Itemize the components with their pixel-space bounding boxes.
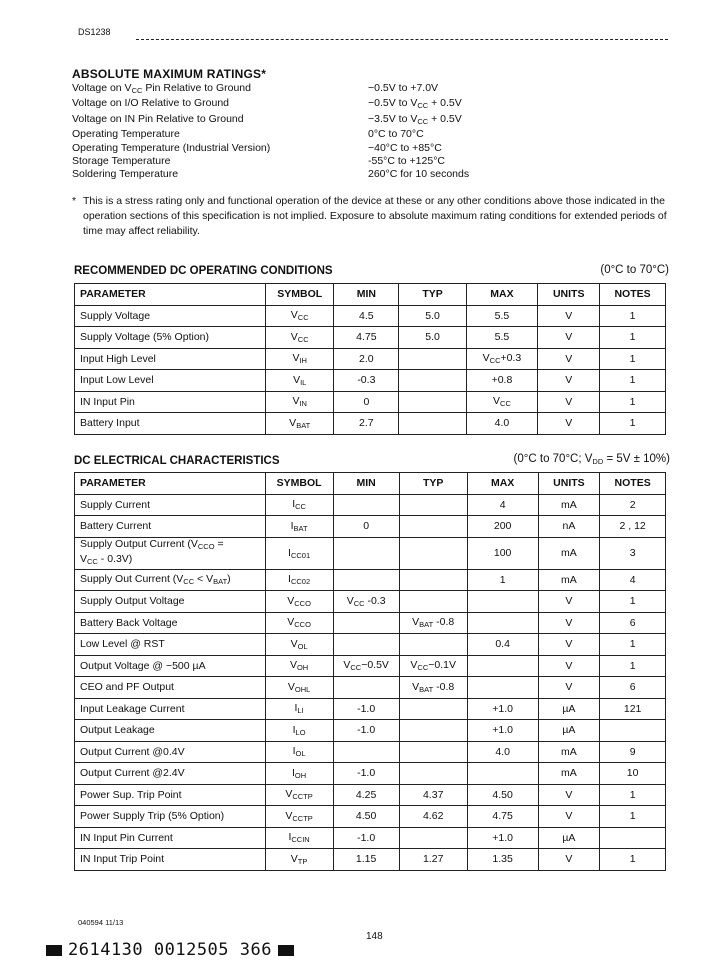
amr-row <box>72 142 672 155</box>
typ-cell <box>399 827 467 849</box>
notes-cell: 1 <box>600 655 666 677</box>
amr-row <box>72 128 672 141</box>
max-cell: $V_{CC}$ <box>466 391 538 413</box>
stress-footnote <box>72 194 672 239</box>
max-cell: 0.4 <box>467 634 538 656</box>
notes-cell: 6 <box>600 677 666 699</box>
dc-electrical-table <box>74 472 666 871</box>
units-cell: µA <box>538 827 600 849</box>
max-cell: +1.0 <box>467 698 538 720</box>
max-cell: 100 <box>467 537 538 569</box>
max-cell: 5.5 <box>466 305 538 327</box>
units-cell: V <box>538 655 600 677</box>
column-header: TYP <box>399 473 467 495</box>
barcode-block-right <box>278 945 294 956</box>
param-cell: Input Leakage Current <box>75 698 266 720</box>
max-cell: 4.75 <box>467 806 538 828</box>
subscript: IH <box>299 356 307 366</box>
table-row <box>75 827 666 849</box>
table-row <box>75 634 666 656</box>
symbol-cell: $I_{BAT}$ <box>265 516 333 538</box>
column-header: MAX <box>466 284 538 306</box>
subscript: CCIN <box>291 835 310 845</box>
max-cell: 1.35 <box>467 849 538 871</box>
param-cell: Supply Voltage (5% Option) <box>75 327 266 349</box>
param-cell: Input Low Level <box>75 370 266 392</box>
notes-cell: 2 , 12 <box>600 516 666 538</box>
param-cell: Output Current @0.4V <box>75 741 266 763</box>
table-row <box>75 784 666 806</box>
subscript: CCO <box>197 542 215 551</box>
symbol-cell: $I_{CC02}$ <box>265 569 333 591</box>
param-cell: Supply Voltage <box>75 305 266 327</box>
max-cell: 4.50 <box>467 784 538 806</box>
column-header: SYMBOL <box>265 473 333 495</box>
recommended-condition: (0°C to 70°C) <box>600 264 669 276</box>
symbol-cell: $V_{CC}$ <box>266 327 334 349</box>
table-row <box>75 537 666 569</box>
document-code: DS1238 <box>78 27 111 37</box>
symbol-cell: $I_{CC01}$ <box>265 537 333 569</box>
typ-cell: $V_{CC}-0.1V$ <box>399 655 467 677</box>
table-row <box>75 741 666 763</box>
subscript: CC <box>500 399 511 409</box>
units-cell: V <box>538 370 600 392</box>
min-cell <box>333 612 399 634</box>
symbol-cell: $I_{OH}$ <box>265 763 333 785</box>
symbol-cell: $I_{CCIN}$ <box>265 827 333 849</box>
column-header: MAX <box>467 473 538 495</box>
symbol-cell: $V_{OHL}$ <box>265 677 333 699</box>
min-cell: 2.7 <box>334 413 399 435</box>
typ-cell <box>399 370 466 392</box>
subscript: CCTP <box>292 792 313 802</box>
symbol-cell: $V_{BAT}$ <box>266 413 334 435</box>
amr-row <box>72 155 672 168</box>
typ-cell <box>399 720 467 742</box>
table-row <box>75 391 666 413</box>
barcode-block-left <box>46 945 62 956</box>
max-cell: $V_{CC}+0.3$ <box>466 348 538 370</box>
max-cell: 4 <box>467 494 538 516</box>
symbol-cell: $V_{CC}$ <box>266 305 334 327</box>
param-cell: Supply Output Current ($V_{CCO}$ = $V_{CC} - 0.3V$) <box>75 537 266 569</box>
min-cell: 1.15 <box>333 849 399 871</box>
column-header: PARAMETER <box>75 473 266 495</box>
notes-cell <box>600 720 666 742</box>
max-cell: 4.0 <box>466 413 538 435</box>
notes-cell: 1 <box>600 634 666 656</box>
typ-cell: $V_{BAT}$ -0.8 <box>399 612 467 634</box>
symbol-cell: $V_{TP}$ <box>265 849 333 871</box>
min-cell <box>333 741 399 763</box>
symbol-cell: $V_{IL}$ <box>266 370 334 392</box>
min-cell <box>333 537 399 569</box>
max-cell: +1.0 <box>467 720 538 742</box>
table-row <box>75 720 666 742</box>
typ-cell: 4.37 <box>399 784 467 806</box>
notes-cell: 1 <box>600 327 666 349</box>
max-cell <box>467 612 538 634</box>
units-cell: V <box>538 849 600 871</box>
units-cell: V <box>538 327 600 349</box>
max-cell <box>467 591 538 613</box>
subscript: LI <box>297 706 304 716</box>
typ-cell <box>399 494 467 516</box>
param-cell: Power Supply Trip (5% Option) <box>75 806 266 828</box>
recommended-title: RECOMMENDED DC OPERATING CONDITIONS <box>74 265 333 277</box>
param-cell: Battery Input <box>75 413 266 435</box>
amr-value: -55°C to +125°C <box>368 155 445 168</box>
column-header: NOTES <box>600 473 666 495</box>
typ-cell: 1.27 <box>399 849 467 871</box>
min-cell: $V_{CC}$ -0.3 <box>333 591 399 613</box>
amr-label: Storage Temperature <box>72 155 171 168</box>
amr-value: −0.5V to $V_{CC} + 0.5V$ <box>368 97 462 111</box>
param-cell: Battery Back Voltage <box>75 612 266 634</box>
notes-cell: 10 <box>600 763 666 785</box>
subscript: CC <box>183 577 195 587</box>
subscript: CC <box>417 101 429 111</box>
param-cell: Supply Current <box>75 494 266 516</box>
symbol-cell: $V_{IN}$ <box>266 391 334 413</box>
amr-value: 0°C to 70°C <box>368 128 424 141</box>
amr-row <box>72 97 672 112</box>
max-cell: +0.8 <box>466 370 538 392</box>
notes-cell <box>600 827 666 849</box>
amr-row <box>72 82 672 97</box>
param-cell: Low Level @ RST <box>75 634 266 656</box>
notes-cell: 3 <box>600 537 666 569</box>
param-cell: IN Input Trip Point <box>75 849 266 871</box>
notes-cell: 1 <box>600 391 666 413</box>
amr-value: 260°C for 10 seconds <box>368 168 470 181</box>
units-cell: mA <box>538 494 600 516</box>
symbol-cell: $V_{CCTP}$ <box>265 806 333 828</box>
typ-cell: 5.0 <box>399 327 466 349</box>
table-row <box>75 677 666 699</box>
column-header: SYMBOL <box>266 284 334 306</box>
param-cell: CEO and PF Output <box>75 677 266 699</box>
subscript: OH <box>294 770 307 780</box>
typ-cell: 4.62 <box>399 806 467 828</box>
min-cell: 4.50 <box>333 806 399 828</box>
amr-label: Voltage on IN Pin Relative to Ground <box>72 112 244 125</box>
subscript: CC02 <box>290 577 311 587</box>
amr-label: Voltage on $V_{CC}$ Pin Relative to Ground <box>72 82 251 95</box>
subscript: CCO <box>294 620 311 630</box>
min-cell: 4.25 <box>333 784 399 806</box>
min-cell: 0 <box>333 516 399 538</box>
subscript: CC <box>417 116 429 126</box>
subscript: OL <box>295 749 306 759</box>
subscript: CC <box>131 86 143 95</box>
param-cell: IN Input Pin <box>75 391 266 413</box>
subscript: CCO <box>294 598 311 608</box>
max-cell <box>467 655 538 677</box>
typ-cell <box>399 634 467 656</box>
subscript: CC <box>489 356 501 366</box>
typ-cell <box>399 569 467 591</box>
min-cell: 0 <box>334 391 399 413</box>
param-cell: Power Sup. Trip Point <box>75 784 266 806</box>
amr-label: Soldering Temperature <box>72 168 179 181</box>
units-cell: mA <box>538 741 600 763</box>
param-cell: Supply Output Voltage <box>75 591 266 613</box>
column-header: UNITS <box>538 473 600 495</box>
units-cell: V <box>538 591 600 613</box>
subscript: CCTP <box>292 813 313 823</box>
subscript: CC01 <box>290 550 311 560</box>
notes-cell: 1 <box>600 806 666 828</box>
table-row <box>75 698 666 720</box>
table-row <box>75 612 666 634</box>
table-row <box>75 327 666 349</box>
param-cell: IN Input Pin Current <box>75 827 266 849</box>
units-cell: V <box>538 806 600 828</box>
typ-cell <box>399 516 467 538</box>
typ-cell <box>399 698 467 720</box>
symbol-cell: $I_{LO}$ <box>265 720 333 742</box>
page-number: 148 <box>366 931 383 942</box>
notes-cell: 1 <box>600 370 666 392</box>
symbol-cell: $I_{LI}$ <box>265 698 333 720</box>
notes-cell: 1 <box>600 305 666 327</box>
subscript: DD <box>592 457 604 466</box>
typ-cell: 5.0 <box>399 305 466 327</box>
table-row <box>75 370 666 392</box>
subscript: BAT <box>293 523 308 533</box>
min-cell <box>333 494 399 516</box>
min-cell: -1.0 <box>333 720 399 742</box>
symbol-cell: $V_{CCTP}$ <box>265 784 333 806</box>
subscript: BAT <box>419 684 434 694</box>
max-cell <box>467 677 538 699</box>
column-header: MIN <box>334 284 399 306</box>
units-cell: V <box>538 413 600 435</box>
dc-electrical-title: DC ELECTRICAL CHARACTERISTICS <box>74 455 280 467</box>
typ-cell <box>399 763 467 785</box>
notes-cell: 121 <box>600 698 666 720</box>
amr-list <box>72 82 672 182</box>
subscript: IN <box>299 399 307 409</box>
units-cell: V <box>538 612 600 634</box>
min-cell: 2.0 <box>334 348 399 370</box>
typ-cell <box>399 413 466 435</box>
table-header-row <box>75 473 666 495</box>
amr-label: Operating Temperature (Industrial Version) <box>72 141 271 154</box>
symbol-cell: $V_{CCO}$ <box>265 612 333 634</box>
param-cell: Output Current @2.4V <box>75 763 266 785</box>
table-header-row <box>75 284 666 306</box>
subscript: CC <box>297 313 309 323</box>
typ-cell <box>399 391 466 413</box>
table-row <box>75 655 666 677</box>
notes-cell: 1 <box>600 849 666 871</box>
amr-title: ABSOLUTE MAXIMUM RATINGS* <box>72 67 267 81</box>
units-cell: V <box>538 348 600 370</box>
column-header: MIN <box>333 473 399 495</box>
table-row <box>75 413 666 435</box>
column-header: TYP <box>399 284 466 306</box>
units-cell: mA <box>538 763 600 785</box>
symbol-cell: $V_{OH}$ <box>265 655 333 677</box>
footnote-star: * <box>72 195 77 207</box>
notes-cell: 1 <box>600 348 666 370</box>
units-cell: V <box>538 634 600 656</box>
typ-cell <box>399 741 467 763</box>
units-cell: µA <box>538 698 600 720</box>
param-cell: Battery Current <box>75 516 266 538</box>
subscript: BAT <box>213 577 228 587</box>
units-cell: V <box>538 305 600 327</box>
notes-cell: 1 <box>600 784 666 806</box>
typ-cell <box>399 348 466 370</box>
typ-cell: $V_{BAT}$ -0.8 <box>399 677 467 699</box>
amr-row <box>72 113 672 128</box>
subscript: BAT <box>296 420 311 430</box>
param-cell: Output Voltage @ −500 µA <box>75 655 266 677</box>
subscript: IL <box>300 377 307 387</box>
footer-code: 040594 11/13 <box>78 918 124 927</box>
table-row <box>75 494 666 516</box>
units-cell: V <box>538 391 600 413</box>
symbol-cell: $V_{CCO}$ <box>265 591 333 613</box>
max-cell: 1 <box>467 569 538 591</box>
subscript: OL <box>297 641 308 651</box>
table-row <box>75 305 666 327</box>
subscript: TP <box>297 856 308 866</box>
subscript: CC <box>297 334 309 344</box>
notes-cell: 2 <box>600 494 666 516</box>
amr-value: −0.5V to +7.0V <box>368 82 439 94</box>
symbol-cell: $I_{CC}$ <box>265 494 333 516</box>
header-rule <box>136 39 668 40</box>
min-cell: $V_{CC}-0.5V$ <box>333 655 399 677</box>
max-cell: 5.5 <box>466 327 538 349</box>
units-cell: µA <box>538 720 600 742</box>
table-row <box>75 849 666 871</box>
table-row <box>75 806 666 828</box>
column-header: NOTES <box>600 284 666 306</box>
table-row <box>75 348 666 370</box>
subscript: CC <box>417 663 429 673</box>
barcode <box>40 940 300 960</box>
amr-value: −3.5V to $V_{CC} + 0.5V$ <box>368 112 462 126</box>
column-header: PARAMETER <box>75 284 266 306</box>
param-cell: Output Leakage <box>75 720 266 742</box>
min-cell: -0.3 <box>334 370 399 392</box>
units-cell: nA <box>538 516 600 538</box>
param-cell: Supply Out Current $(V_{CC} < V_{BAT})$ <box>75 569 266 591</box>
column-header: UNITS <box>538 284 600 306</box>
min-cell <box>333 677 399 699</box>
notes-cell: 6 <box>600 612 666 634</box>
units-cell: V <box>538 677 600 699</box>
subscript: OHL <box>294 684 311 694</box>
table-row <box>75 516 666 538</box>
table-row <box>75 763 666 785</box>
amr-row <box>72 168 672 181</box>
notes-cell: 1 <box>600 591 666 613</box>
max-cell <box>467 763 538 785</box>
notes-cell: 9 <box>600 741 666 763</box>
min-cell <box>333 634 399 656</box>
min-cell: -1.0 <box>333 827 399 849</box>
max-cell: 4.0 <box>467 741 538 763</box>
subscript: CC <box>87 557 98 566</box>
max-cell: +1.0 <box>467 827 538 849</box>
units-cell: V <box>538 784 600 806</box>
typ-cell <box>399 591 467 613</box>
param-cell: Input High Level <box>75 348 266 370</box>
footnote-text: This is a stress rating only and functional operation of the device at these or any other conditions above those indicated in the operation sections of this specification is not implied. Exposure to absolute maximum rating conditions for extended periods of time may affect reliability. <box>83 195 667 237</box>
notes-cell: 1 <box>600 413 666 435</box>
table-row <box>75 591 666 613</box>
min-cell: -1.0 <box>333 698 399 720</box>
dc-electrical-condition: (0°C to 70°C; $V_{DD} = 5V \pm 10\%$) <box>513 453 670 466</box>
recommended-table <box>74 283 666 435</box>
table-row <box>75 569 666 591</box>
amr-label: Voltage on I/O Relative to Ground <box>72 97 230 110</box>
subscript: OH <box>296 663 309 673</box>
notes-cell: 4 <box>600 569 666 591</box>
subscript: CC <box>295 502 306 512</box>
max-cell: 200 <box>467 516 538 538</box>
symbol-cell: $V_{OL}$ <box>265 634 333 656</box>
min-cell: 4.5 <box>334 305 399 327</box>
units-cell: mA <box>538 537 600 569</box>
amr-value: −40°C to +85°C <box>368 141 442 154</box>
subscript: LO <box>295 727 306 737</box>
subscript: CC <box>350 663 362 673</box>
subscript: CC <box>353 598 365 608</box>
symbol-cell: $V_{IH}$ <box>266 348 334 370</box>
units-cell: mA <box>538 569 600 591</box>
typ-cell <box>399 537 467 569</box>
min-cell: 4.75 <box>334 327 399 349</box>
subscript: BAT <box>419 620 434 630</box>
min-cell <box>333 569 399 591</box>
min-cell: -1.0 <box>333 763 399 785</box>
barcode-text: 2614130 0012505 366 <box>68 940 272 960</box>
symbol-cell: $I_{OL}$ <box>265 741 333 763</box>
amr-label: Operating Temperature <box>72 128 180 141</box>
